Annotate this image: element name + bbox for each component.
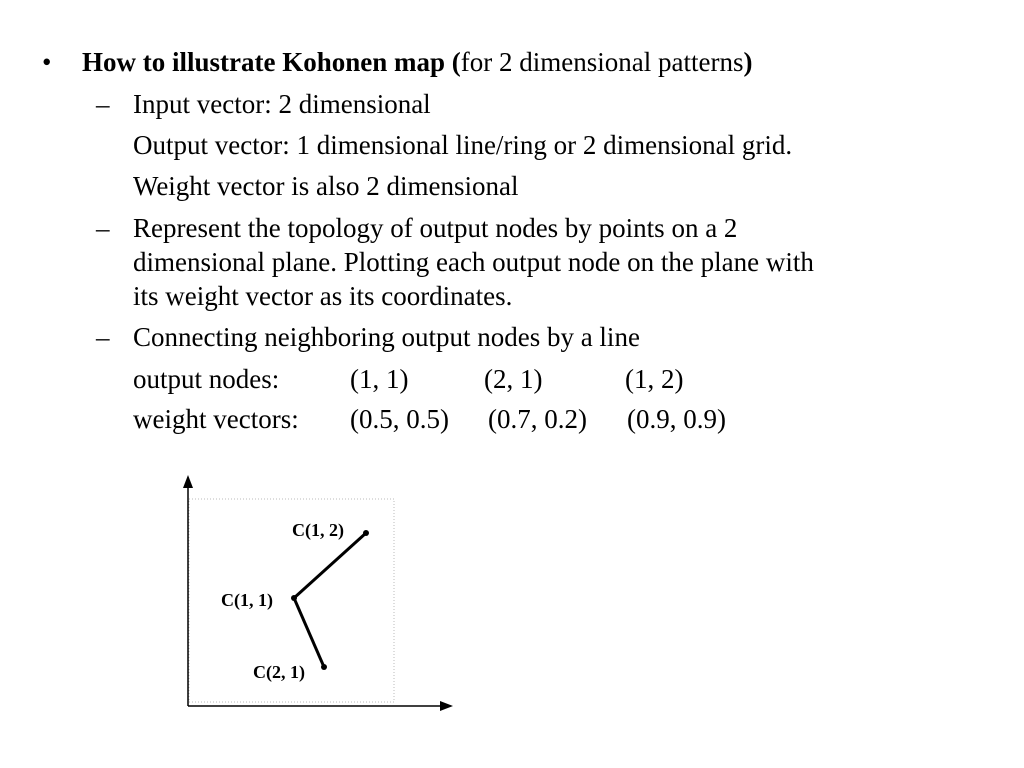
node-label-c21: C(2, 1) [253,662,305,682]
input-vector-text: Input vector: 2 dimensional [133,89,431,119]
represent-line-3: its weight vector as its coordinates. [133,281,513,311]
heading-paren-close: ) [743,47,753,77]
weight-vectors-label: weight vectors: [133,404,299,434]
output-node-2: (2, 1) [484,364,543,394]
node-label-c11: C(1, 1) [221,590,273,610]
output-vector-text: Output vector: 1 dimensional line/ring or 2 dimensional grid. [133,130,793,160]
heading-normal-text: for 2 dimensional patterns [460,47,744,77]
y-axis-arrow-icon [183,475,193,488]
node-label-c12: C(1, 2) [292,520,344,540]
weight-vector-1: (0.5, 0.5) [350,404,449,434]
edge-c11-c12 [294,533,366,598]
represent-line-1: Represent the topology of output nodes by points on a 2 [133,213,738,243]
dash-1: – [96,89,110,119]
node-c11 [291,595,297,601]
output-node-1: (1, 1) [350,364,409,394]
dash-2: – [96,213,110,243]
weight-vector-2: (0.7, 0.2) [488,404,587,434]
output-nodes-label: output nodes: [133,364,280,394]
weight-vector-text: Weight vector is also 2 dimensional [133,171,519,201]
node-c12 [363,530,369,536]
connecting-text: Connecting neighboring output nodes by a line [133,322,640,352]
edge-c11-c21 [294,598,324,667]
node-c21 [321,664,327,670]
dash-3: – [96,322,110,352]
output-node-3: (1, 2) [625,364,684,394]
heading-bold-text: How to illustrate Kohonen map [82,47,446,77]
represent-line-2: dimensional plane. Plotting each output node on the plane with [133,247,814,277]
heading-paren-open: ( [445,47,461,77]
weight-vector-3: (0.9, 0.9) [627,404,726,434]
heading-bullet: • [42,47,52,77]
x-axis-arrow-icon [440,701,453,711]
